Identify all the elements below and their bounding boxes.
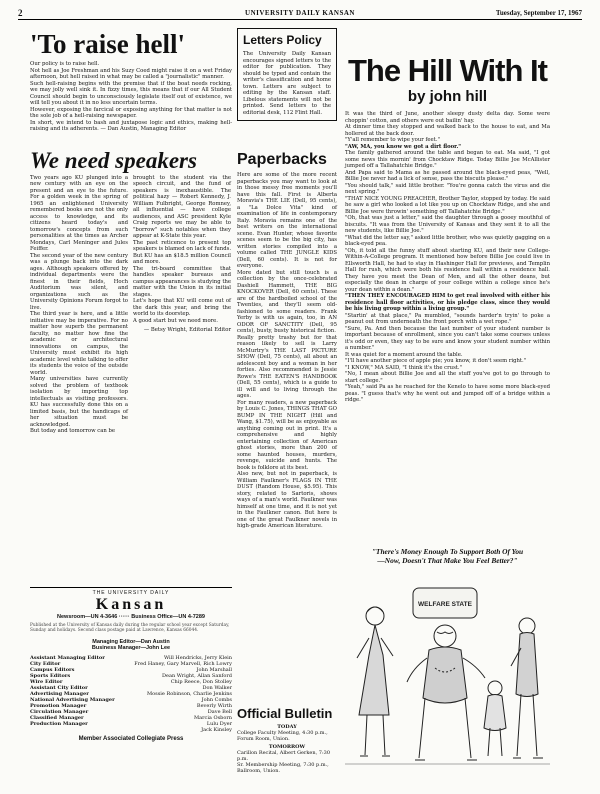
bulletin-tomorrow-item: Sr. Membership Meeting, 7:30 p.m., Ballroom, Union. <box>237 762 329 774</box>
staff-role: City Editor <box>30 661 61 667</box>
staff-name: John Marshall <box>196 667 232 673</box>
cartoon-drawing <box>345 568 550 778</box>
staff-name: Dean Wright, Allan Sanford <box>162 673 232 679</box>
article-paragraph: "I KNOW," MA SAID, "I think it's the crust." <box>345 364 463 371</box>
sign-text: WELFARE STATE <box>418 601 472 608</box>
article-paragraph: "Oh, it told all the funny stuff about starting KU, and their new College-Within-A-College program. It mentioned how before Billie Joe could live in Ellsworth Hall, he had to stay in Hashinger Hall for previews, and Templin Hall for rush, which were both his residence hall within a residence hall. They have you meet the Dean of Men, and all the other deans, but especially the dean in charge of your college within a college since he's your dean within a dean." <box>345 247 550 293</box>
article-paragraph: "THAT NICE YOUNG PREACHER, Brother Taylor, stopped by today. He said he saw a girl who looked a lot like you up on Chocktaw Ridge, and she and Billie Joe were throwin' something off Tallahatchie Bridge." <box>345 195 550 215</box>
managing-editor: Managing Editor—Dan Austin <box>92 639 170 645</box>
article-paragraph: The family gathered around the table and began to eat. Ma said, "I got some news this mornin' from Chocktaw Ridge. Today Billie Joe McAllister jumped off a Tallahatchie Bridge." <box>345 150 550 169</box>
staff-role: Classified Manager <box>30 715 84 721</box>
bulletin-tomorrow-item: Carillon Recital, Albert Gerken, 7:30 p.m. <box>237 750 331 762</box>
cartoon-central-figure <box>407 625 485 760</box>
speakers-col-1 <box>30 175 128 435</box>
staff-name: Marcia Osborn <box>194 715 232 721</box>
bulletin-title: Official Bulletin <box>237 706 333 721</box>
raise-hell-article <box>30 61 232 133</box>
article-paragraph: "I'll have another piece of apple pie; you know, it don't seem right." <box>345 358 527 364</box>
article-paragraph: More dated but still touch is a collection by the once-celebrated Dashiell Hammett, THE BIG KNOCKOVER (Dell, 60 cents). These are of the hardboiled school of the Twenties, and they'll seem old-fashioned to some readers. Frank Yerby is with us again, too, in AN ODOR OF SANCTITY (Dell, 95 cents), busty, busty historical fiction. <box>237 269 337 334</box>
speakers-col-2 <box>133 175 231 435</box>
letters-policy-body: The University Daily Kansan encourages signed letters to the editor for publication. They should be typed and contain the writer's classification and home town. Letters are subject to editing by the Kansan staff. Libelous statements will not be printed. Send letters to the editorial desk, 112 Flint Hall. <box>243 51 331 116</box>
cartoon-right-figure <box>511 618 543 758</box>
staff-name: Mossie Robinson, Charlie Jenkins <box>147 691 232 697</box>
letters-policy-box <box>237 28 337 121</box>
article-paragraph: However, exposing the farcical or exposing anything for that matter is not the sole job of a hell-raising newspaper. <box>30 106 232 119</box>
article-paragraph: "AW, MA, you know we got a dirt floor." <box>345 143 462 150</box>
staff-role: Circulation Manager <box>30 709 89 715</box>
article-paragraph: In short, we intend to bash and juxtapose logic and ethics, making hell-raising and its adherents. — Dan Austin, Managing Editor <box>30 119 232 132</box>
staff-role: Sports Editors <box>30 673 71 679</box>
raise-hell-headline: 'To raise hell' <box>30 29 186 59</box>
article-paragraph: The second year of the new century was a plunge back into the dark ages. Although speakers offered by individual departments were the finest in their fields, Hoch Auditorium was silent, and organizations such as the University Opinions Forum forgot to live. <box>30 252 128 311</box>
staff-name: Beverly Wirth <box>196 703 232 709</box>
article-paragraph: At dinner time they stopped and walked back to the house to eat, and Ma hollered at the back door. <box>345 124 550 137</box>
staff-name: Lulu Dyer <box>206 721 232 727</box>
article-paragraph: For many readers, a new paperback by Louis C. Jones, THINGS THAT GO BUMP IN THE NIGHT (Hill and Wang, $1.75), will be as enjoyable as anything coming out in print. It's a comprehensive and highly entertaining collection of American ghost stories, more than 200 of some haunted houses, murders, revenge, suicide and hunts. The book is folklore at its best. <box>237 399 337 471</box>
page-header <box>18 5 582 20</box>
article-paragraph: Two years ago KU plunged into a new century with an eye on the present and an eye to the future. For a golden week in the spring of 1965 an enlightened University remembered books are not the only access to knowledge, and its citizens heard today's and tomorrow's concepts from such personalities at the times as Archer Mondays, Carl Meninger and Jules Feiffer. <box>30 174 128 252</box>
article-paragraph: "Oh, that was just a letter," said the daughter through a gooey mouthful of biscuits. "It was from the University of Kansas and they sent it to all the new students, like Billie Joe." <box>345 215 550 234</box>
paper-title: UNIVERSITY DAILY KANSAN <box>245 9 355 17</box>
cartoon-caption-line-2: —Now, Doesn't That Make You Feel Better?" <box>377 556 518 565</box>
article-paragraph: "You should talk," said little brother. "You're gonna catch the virus and die next spring." <box>345 182 550 195</box>
speakers-headline: We need speakers <box>30 147 197 173</box>
staff-role: Promotion Manager <box>30 703 87 709</box>
article-paragraph: Really pretty trashy but for that reason likely to sell is Larry McMurtry's THE LAST PICTURE SHOW (Dell, 75 cents), all about an adolescent boy and a woman in her forties. Also recommended is Jessie Rowe's THE EATEN'S HANDBOOK (Dell, 55 cents), which is a guide to ill will and to living through the ages. <box>237 334 337 399</box>
article-paragraph: Our policy is to raise hell. <box>30 61 100 67</box>
official-bulletin <box>237 706 337 774</box>
masthead-phones: Newsroom—UN 4-3646 ······ Business Office—UN 4-7289 <box>57 614 205 620</box>
editorial-cartoon <box>345 547 550 787</box>
article-paragraph: It was quiet for a moment around the table. <box>345 351 463 358</box>
staff-role: Wire Editor <box>30 679 63 685</box>
staff-name: Will Hendricks, Jerry Klein <box>163 655 232 661</box>
business-manager: Business Manager—John Lee <box>91 645 171 651</box>
staff-name: Don Walker <box>202 685 232 691</box>
article-paragraph: "No, I mean about Billie Joe and all the stuff you've got to go through to start college." <box>345 371 550 384</box>
editorial-column <box>30 26 232 435</box>
editorial-signature: — Betsy Wright, Editorial Editor <box>143 327 231 333</box>
staff-role: Production Manager <box>30 721 88 727</box>
article-paragraph: Many universities have currently solved the problem of textbook isolation by importing top intellectuals as visiting professors. KU has successfully done this on a limited basis, but the handicaps of her situation must be acknowledged. <box>30 376 128 428</box>
hill-article <box>345 111 550 404</box>
article-paragraph: Not hell as Joe Freshman and his Suzy Coed might raise it on a wet Friday afternoon, but hell raised in what may be called a "journalistic" manner. <box>30 67 232 80</box>
cartoon-child-figure <box>484 681 506 756</box>
article-paragraph: And Papa said to Mama as he passed around the black-eyed peas, "Well, Billie Joe never had a lick of sense, pass the biscuits please." <box>345 169 550 182</box>
staff-name: Dave Bell <box>207 709 232 715</box>
welfare-sign <box>413 588 477 618</box>
issue-date: Tuesday, September 17, 1967 <box>495 9 582 17</box>
article-paragraph: "Startin' at that place," Pa mumbled, "sounds harder'n tryin' to poke a peanut out from underneath the front porch with a wet rope." <box>345 312 550 325</box>
article-paragraph: It was the third of June, another sleepy dusty delta day. Some were choppin' cotton, and others were out bailin' hay. <box>345 111 550 124</box>
masthead-label: THE UNIVERSITY DAILY <box>92 590 170 596</box>
page-number: 2 <box>18 8 23 18</box>
staff-listing <box>30 655 232 733</box>
cartoon-woman-figure <box>357 607 393 756</box>
article-paragraph: "Y'all remember to wipe your feet." <box>345 137 440 143</box>
bulletin-tomorrow-label: TOMORROW <box>268 744 306 750</box>
article-paragraph: "Yeah," said Pa as he reached for the Kenelo to have some more black-eyed peas. "I guess that's why he went out and jumped off of a bridge within a ridge." <box>345 384 550 403</box>
masthead <box>30 587 232 742</box>
staff-name: Fred Haney, Gary Marvell, Rich Lowry <box>134 661 232 667</box>
article-paragraph: Here are some of the more recent paperbacks you may want to look at in those messy free moments you'll have this fall. First is Alberta Moravia's THE LIE (Dell, 95 cents), a "La Dolce Vita" kind of examination of life in contemporary Italy. Moravia remains one of the best writers on the international scene. Evan Hunter, whose favorite scenes seem to be the big city, has written stories compiled into a volume called THE JUNGLE KIDS (Dell, 60 cents). It is not for everyone. <box>237 172 337 269</box>
association-line: Member Associated Collegiate Press <box>78 736 184 742</box>
staff-role: Assistant City Editor <box>30 685 88 691</box>
staff-role: National Advertising Manager <box>30 697 115 703</box>
article-paragraph: Also new, but not in paperback, is William Faulkner's FLAGS IN THE DUST (Random House, $5.95). This story, related to Sartoris, shows ways of a man's world. Faulkner was himself at one time, and it is not yet in the Faulkner canon. But here is one of the great Faulkner novels in high-grade American literature. <box>237 471 337 529</box>
article-paragraph: Such hell-raising begins with the premise that if the boat needs rocking, we may jolly well sink it. In fizzy times, this means that if our All Student Council should begin to unconsciously legislate itself out of existence, we will tell you about it in no less uncertain terms. <box>30 80 232 106</box>
article-paragraph: "What did the letter say," asked little brother, who was quietly gagging on a black-eyed pea. <box>345 234 550 247</box>
article-paragraph: brought to the student via the speech circuit, and the fund of speakers is inexhaustible. The political hazy — Robert Kennedy, J. William Fulbright, George Romney, all influential — have college audiences, and ASC president Kyle Craig reports we may be able to "borrow" such notables when they appear at K-State this year. <box>133 174 231 239</box>
article-paragraph: A good start but we need more. <box>133 317 218 324</box>
paperbacks-article <box>237 172 337 530</box>
hill-byline: by john hill <box>407 88 488 105</box>
hill-column <box>345 26 550 404</box>
staff-name: John Combs <box>201 697 232 703</box>
masthead-fine-print: Published at the University of Kansas daily during the regular school year except Saturday, Sunday and holidays. Second class postage paid at Lawrence, Kansas 66044. <box>30 623 230 633</box>
staff-role: Advertising Manager <box>30 691 89 697</box>
paperbacks-headline: Paperbacks <box>237 151 327 168</box>
article-paragraph: But today and tomorrow can be <box>30 428 116 434</box>
article-paragraph: The tri-board committee that handles speaker bureaus and campus appearances is studying the matter with the Union in its initial stages. <box>133 265 231 298</box>
middle-column <box>237 26 337 530</box>
bulletin-today-item: College Faculty Meeting, 4:30 p.m., Forum Room, Union. <box>237 730 328 742</box>
speakers-article <box>30 175 232 435</box>
staff-role: Campus Editors <box>30 667 75 673</box>
staff-name: Chip Reece, Don Stolley <box>170 679 232 685</box>
bulletin-today-label: TODAY <box>277 724 297 730</box>
article-paragraph: "THEN THEY ENCOURAGED HIM to get real involved with either his residence hall floor activities, or his pledge class, since they would be his living group within a living group." <box>345 293 550 312</box>
staff-name: Jack Kinsley <box>201 727 232 733</box>
article-paragraph: "Sure, Pa. And then because the last number of your student number is important because of enrollment, since you can't take some courses unless it's odd or even, they say to be sure and know your student number within a number." <box>345 325 550 351</box>
masthead-name: Kansan <box>95 596 167 613</box>
article-paragraph: The third year is here, and a little initiative may be imperative. For no matter how superb the permanent faculty, no matter how fine the academic or architectural innovations on campus, the University must exhibit its high academic level while talking to offer its students the voice of the outside world. <box>30 311 128 376</box>
letters-policy-title: Letters Policy <box>243 33 322 47</box>
cartoon-caption-line-1: "There's Money Enough To Support Both Of You <box>371 547 524 556</box>
staff-role: Assistant Managing Editor <box>30 655 105 661</box>
article-paragraph: Let's hope that KU will come out of the dark this year, and bring the world to its doorstep. <box>133 298 231 317</box>
article-paragraph: The past reticence to present top speakers is blamed on lack of funds. But KU has an $18.5 million Council and more. <box>133 239 231 265</box>
hill-headline: The Hill With It <box>348 53 547 88</box>
